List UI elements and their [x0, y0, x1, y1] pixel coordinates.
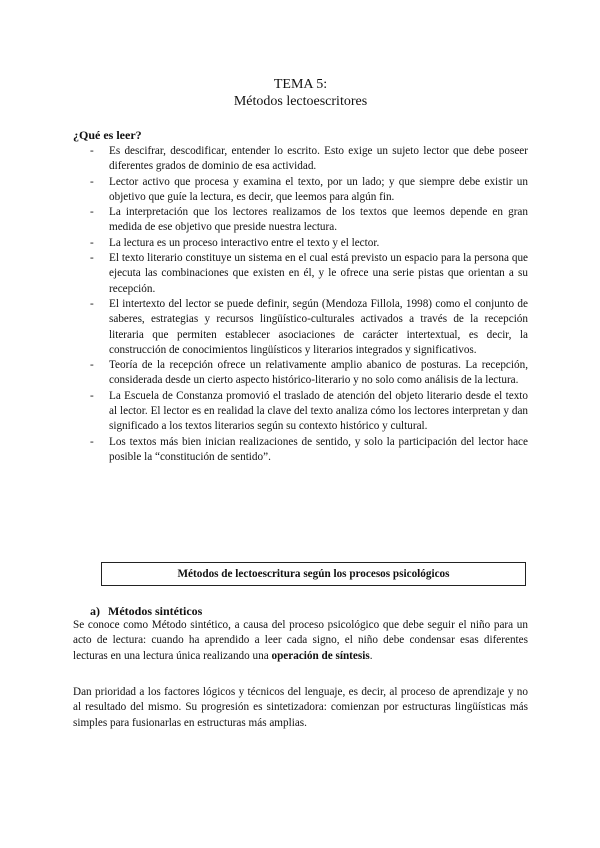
list-item	[73, 297, 528, 358]
bullet-list	[73, 144, 528, 465]
list-item	[73, 175, 528, 206]
list-item	[73, 389, 528, 435]
bullet-dash: -	[90, 297, 94, 310]
list-item-text: Teoría de la recepción ofrece un relativamente amplio abanico de posturas. La recepción, considerada desde un cierto aspecto histórico-literario y no solo como análisis de la lectura.	[109, 359, 528, 387]
paragraph-text: Se conoce como Método sintético, a causa del proceso psicológico que debe seguir el niño para un acto de lectura: cuando ha aprendido a leer cada signo, el niño debe condensar esas diferentes lecturas en una lectura única realizando una	[73, 619, 528, 662]
section-question-heading: ¿Qué es leer?	[73, 128, 142, 142]
paragraph-synthetic-method	[73, 618, 528, 664]
subsection-heading	[90, 604, 202, 619]
bullet-dash: -	[90, 206, 94, 219]
bullet-dash: -	[90, 359, 94, 372]
document-title: TEMA 5:	[273, 77, 328, 92]
list-item-text: Los textos más bien inician realizaciones de sentido, y solo la participación del lector hace posible la “constitución de sentido”.	[109, 435, 528, 463]
list-item-text: La Escuela de Constanza promovió el traslado de atención del objeto literario desde el texto al lector. El lector es en realidad la clave del texto analiza cómo los lectores interpretan y dan significado a los textos literarios según su contexto histórico y cultural.	[109, 389, 528, 433]
bullet-dash: -	[90, 389, 94, 402]
bullet-dash: -	[90, 145, 94, 157]
paragraph-end: .	[369, 649, 373, 662]
document-subtitle: Métodos lectoescritores	[233, 94, 368, 109]
list-item-text: El intertexto del lector se puede definir, según (Mendoza Fillola, 1998) como el conjunto de saberes, estrategias y recursos lingüístico-culturales activados a través de la recepción literaria que permiten establecer asociaciones de carácter intertextual, es decir, la construcción de conocimientos lingüísticos y literarios integrados y significativos.	[109, 297, 528, 356]
subsection-label: a)	[90, 604, 100, 618]
list-item-text: La interpretación que los lectores realizamos de los textos que leemos depende en gran medida de ese objetivo que preside nuestra lectura.	[109, 206, 528, 234]
emphasis-text: operación de síntesis	[271, 649, 370, 662]
list-item	[73, 205, 528, 236]
list-item-text: La lectura es un proceso interactivo entre el texto y el lector.	[109, 236, 380, 249]
list-item	[73, 251, 528, 297]
list-item	[73, 358, 528, 389]
section-box-title: Métodos de lectoescritura según los procesos psicológicos	[177, 568, 450, 580]
bullet-dash: -	[90, 252, 94, 265]
list-item	[73, 144, 528, 175]
list-item-text: Lector activo que procesa y examina el texto, por un lado; y que siempre debe existir un objetivo que guíe la lectura, es decir, que leemos para algún fin.	[109, 175, 528, 203]
list-item-text: El texto literario constituye un sistema en el cual está previsto un espacio para la persona que ejecuta las combinaciones que existen en él, y le ofrece una serie pistas que orientan a su recepción.	[109, 252, 528, 295]
list-item	[73, 435, 528, 466]
paragraph-priorities: Dan prioridad a los factores lógicos y técnicos del lenguaje, es decir, al proceso de aprendizaje y no al resultado del mismo. Su progresión es sintetizadora: comienzan por estructuras lingüísticas más simples para fusionarlas en estructuras más amplias.	[73, 686, 528, 729]
bullet-dash: -	[90, 175, 94, 188]
section-box-heading	[101, 562, 526, 586]
list-item-text: Es descifrar, descodificar, entender lo escrito. Esto exige un sujeto lector que debe poseer diferentes grados de dominio de esa actividad.	[109, 145, 528, 173]
subsection-title: Métodos sintéticos	[108, 604, 203, 618]
bullet-dash: -	[90, 236, 94, 249]
bullet-dash: -	[90, 435, 94, 448]
list-item	[73, 236, 528, 251]
